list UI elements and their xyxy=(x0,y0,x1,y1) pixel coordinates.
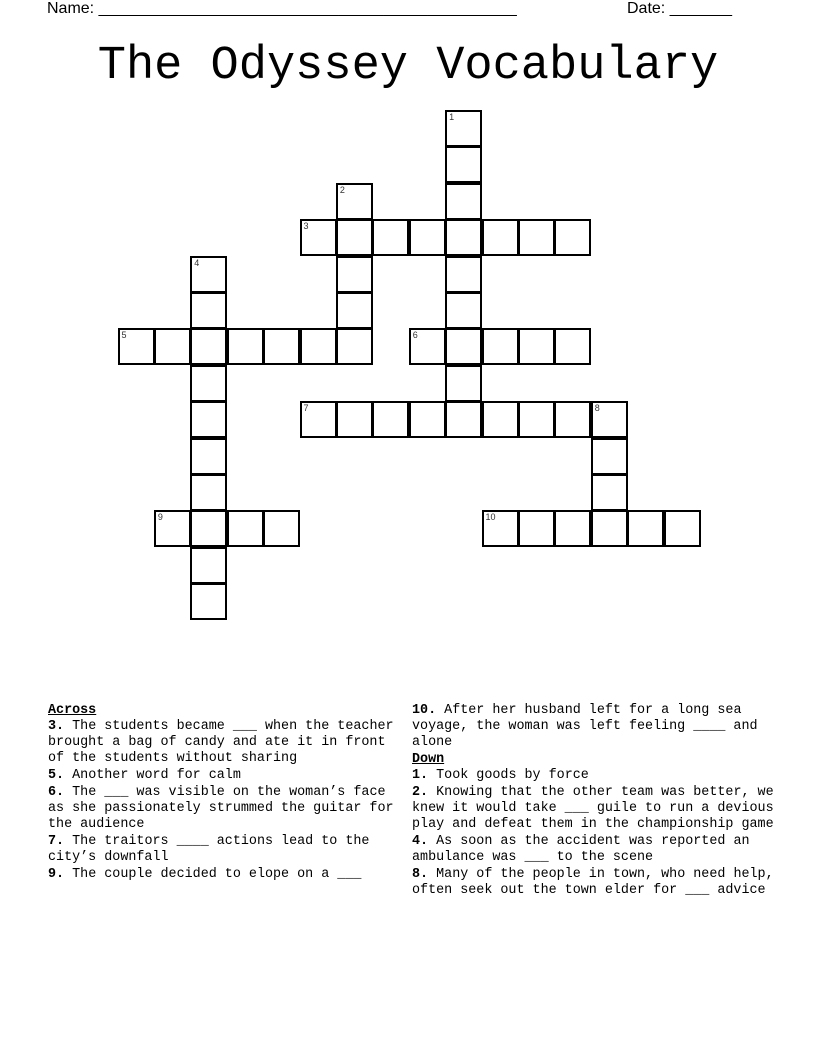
crossword-cell xyxy=(190,328,227,365)
crossword-cell xyxy=(482,401,519,438)
clue-text: Many of the people in town, who need help, often seek out the town elder for ___ advice xyxy=(412,867,774,898)
clue-number: 2. xyxy=(412,785,429,800)
clue-across-9 xyxy=(48,867,403,883)
clue-number-label: 6 xyxy=(412,330,418,341)
crossword-cell xyxy=(190,292,227,329)
crossword-cell xyxy=(554,401,591,438)
crossword-cell xyxy=(336,256,373,293)
crossword-cell xyxy=(263,328,300,365)
crossword-cell xyxy=(627,510,664,547)
clue-text: Took goods by force xyxy=(436,768,589,783)
crossword-cell xyxy=(190,256,227,293)
crossword-cell xyxy=(409,219,446,256)
clue-number: 3. xyxy=(48,719,65,734)
crossword-cell xyxy=(445,365,482,402)
clue-number: 9. xyxy=(48,867,65,882)
date-field-label: Date: _______ xyxy=(627,0,732,17)
clue-down-1 xyxy=(412,768,787,784)
crossword-cell xyxy=(336,219,373,256)
name-field-label: Name: _______________________________________________ xyxy=(47,0,517,17)
clue-text: The ___ was visible on the woman’s face as she passionately strummed the guitar for the audience xyxy=(48,785,394,832)
crossword-cell xyxy=(263,510,300,547)
crossword-cell xyxy=(372,401,409,438)
clue-text: The traitors ____ actions lead to the city’s downfall xyxy=(48,834,370,865)
crossword-cell xyxy=(482,510,519,547)
clue-text: Knowing that the other team was better, we knew it would take ___ guile to run a devious play and defeat them in the championship game xyxy=(412,785,774,832)
clue-down-4 xyxy=(412,834,787,866)
crossword-cell xyxy=(300,328,337,365)
clue-across-3 xyxy=(48,719,403,767)
crossword-cell xyxy=(445,183,482,220)
crossword-cell xyxy=(227,328,264,365)
crossword-cell xyxy=(482,219,519,256)
crossword-cell xyxy=(554,328,591,365)
crossword-cell xyxy=(190,401,227,438)
clue-number: 7. xyxy=(48,834,65,849)
crossword-cell xyxy=(154,510,191,547)
crossword-cell xyxy=(591,474,628,511)
crossword-cell xyxy=(518,219,555,256)
crossword-cell xyxy=(190,365,227,402)
down-heading: Down xyxy=(412,752,445,767)
crossword-cell xyxy=(118,328,155,365)
clue-down-8 xyxy=(412,867,787,899)
clue-text: The students became ___ when the teacher brought a bag of candy and ate it in front of the students without sharing xyxy=(48,719,394,766)
crossword-cell xyxy=(154,328,191,365)
clue-number: 10. xyxy=(412,703,437,718)
clue-across-10 xyxy=(412,703,787,751)
crossword-cell xyxy=(518,328,555,365)
clue-number-label: 5 xyxy=(121,330,127,341)
crossword-cell xyxy=(591,510,628,547)
crossword-cell xyxy=(554,219,591,256)
crossword-cell xyxy=(409,328,446,365)
across-clues-column xyxy=(48,703,403,884)
clue-text: Another word for calm xyxy=(72,768,241,783)
crossword-cell xyxy=(336,183,373,220)
crossword-cell xyxy=(445,219,482,256)
crossword-cell xyxy=(336,328,373,365)
clue-across-5 xyxy=(48,768,403,784)
crossword-cell xyxy=(300,219,337,256)
clue-number-label: 2 xyxy=(339,184,345,195)
crossword-cell xyxy=(409,401,446,438)
clue-number: 8. xyxy=(412,867,429,882)
crossword-cell xyxy=(190,547,227,584)
clue-text: As soon as the accident was reported an ambulance was ___ to the scene xyxy=(412,834,750,865)
crossword-cell xyxy=(445,401,482,438)
crossword-cell xyxy=(445,110,482,147)
crossword-cell xyxy=(445,146,482,183)
clue-number: 5. xyxy=(48,768,65,783)
crossword-cell xyxy=(591,438,628,475)
clue-number-label: 9 xyxy=(157,512,163,523)
clue-number: 6. xyxy=(48,785,65,800)
crossword-cell xyxy=(190,438,227,475)
clue-number-label: 3 xyxy=(303,221,309,232)
crossword-cell xyxy=(518,401,555,438)
crossword-cell xyxy=(482,328,519,365)
across-heading: Across xyxy=(48,703,97,718)
crossword-cell xyxy=(336,292,373,329)
clue-text: After her husband left for a long sea voyage, the woman was left feeling ____ and alone xyxy=(412,703,758,750)
crossword-cell xyxy=(190,510,227,547)
clue-number-label: 8 xyxy=(594,403,600,414)
clue-text: The couple decided to elope on a ___ xyxy=(72,867,362,882)
clue-number: 1. xyxy=(412,768,429,783)
clue-number-label: 1 xyxy=(449,112,455,122)
clue-across-6 xyxy=(48,785,403,833)
crossword-cell xyxy=(518,510,555,547)
crossword-cell xyxy=(445,256,482,293)
down-clues-column xyxy=(412,703,787,900)
clue-number-label: 10 xyxy=(485,512,496,523)
crossword-cell xyxy=(227,510,264,547)
crossword-cell xyxy=(445,292,482,329)
clue-across-7 xyxy=(48,834,403,866)
crossword-cell xyxy=(336,401,373,438)
crossword-cell xyxy=(300,401,337,438)
clue-down-2 xyxy=(412,785,787,833)
crossword-cell xyxy=(591,401,628,438)
crossword-cell xyxy=(554,510,591,547)
crossword-cell xyxy=(190,583,227,620)
clue-number: 4. xyxy=(412,834,429,849)
crossword-cell xyxy=(372,219,409,256)
page-title: The Odyssey Vocabulary xyxy=(97,40,719,93)
crossword-cell xyxy=(664,510,701,547)
clue-number-label: 7 xyxy=(303,403,309,414)
crossword-cell xyxy=(445,328,482,365)
crossword-cell xyxy=(190,474,227,511)
clue-number-label: 4 xyxy=(194,257,200,268)
